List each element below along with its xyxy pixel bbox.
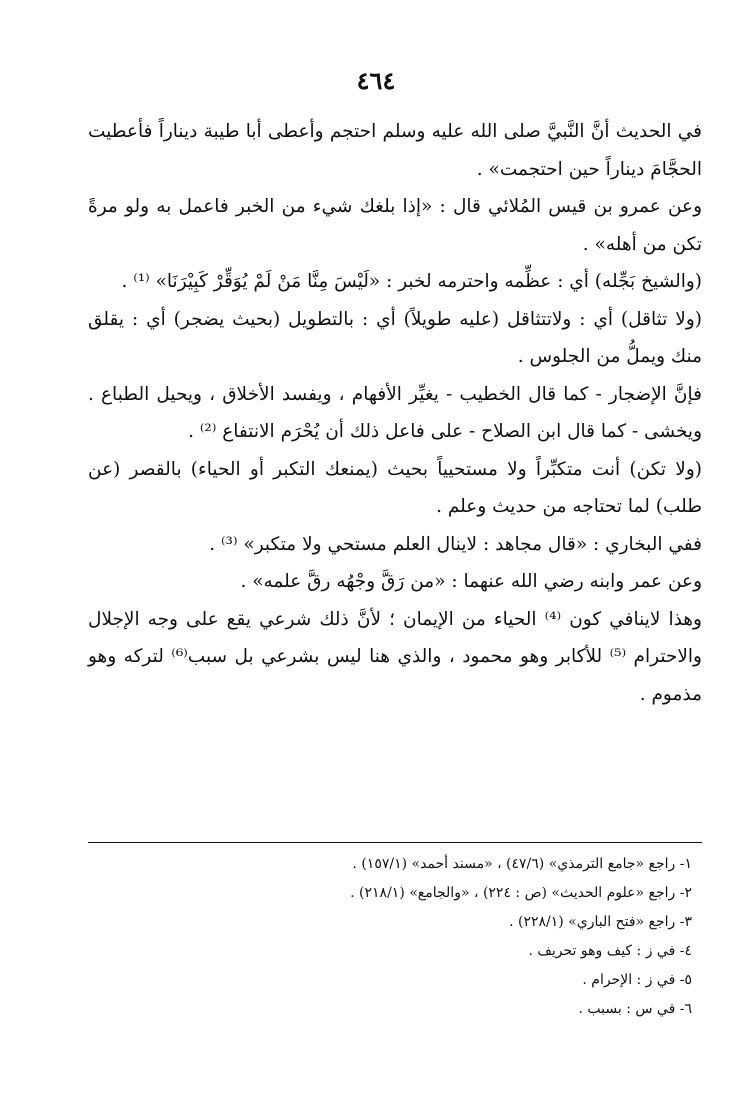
body-text [88,113,702,713]
paragraph-3: (والشيخ بَجِّله) أي : عظِّمه واحترمه لخبر : «لَيْسَ مِنَّا مَنْ لَمْ يُوَقِّرْ كَبِيْرَنَا» ⁽¹⁾ . [121,271,702,292]
paragraph-5: فإنَّ الإضجار - كما قال الخطيب - يغيِّر الأفهام ، ويفسد الأخلاق ، ويحيل الطباع . ويخشى - كما قال ابن الصلاح - على فاعل ذلك أن يُحْرَم الانتفاع ⁽²⁾ . [88,383,702,442]
footnote-2: ٢- راجع «علوم الحديث» (ص : ٢٢٤) ، «والجامع» (٢١٨/١) . [350,885,692,901]
footnote-6: ٦- في س : بسبب . [578,1001,692,1017]
footnote-4: ٤- في ز : كيف وهو تحريف . [528,943,692,959]
paragraph-2: وعن عمرو بن قيس المُلائي قال : «إذا بلغك شيء من الخبر فاعمل به ولو مرةً تكن من أهله» . [88,196,702,255]
footnote-1: ١- راجع «جامع الترمذي» (٤٧/٦) ، «مسند أحمد» (١٥٧/١) . [352,856,692,872]
paragraph-7: ففي البخاري : «قال مجاهد : لاينال العلم مستحي ولا متكبر» ⁽³⁾ . [209,533,702,555]
footnote-3: ٣- راجع «فتح الباري» (٢٢٨/١) . [509,914,692,930]
page-number: ٤٦٤ [356,66,396,95]
footnote-divider [88,842,702,843]
paragraph-4: (ولا تثاقل) أي : ولاتتثاقل (عليه طويلاً) أي : بالتطويل (بحيث يضجر) أي : يقلق منك ويملُّ من الجلوس . [88,308,702,367]
paragraph-1: في الحديث أنَّ النَّبيَّ صلى الله عليه وسلم احتجم وأعطى أبا طيبة ديناراً فأعطيت الحجَّامَ ديناراً حين احتجمت» . [88,121,702,180]
paragraph-6: (ولا تكن) أنت متكبِّراً ولا مستحيياً بحيث (يمنعك التكبر أو الحياء) بالقصر (عن طلب) لما تحتاجه من حديث وعلم . [88,458,702,517]
footnotes [88,850,702,1024]
paragraph-9: وهذا لاينافي كون ⁽⁴⁾ الحياء من الإيمان ؛ لأنَّ ذلك شرعي يقع على وجه الإجلال والاحترام ⁽⁵⁾ للأكابر وهو محمود ، والذي هنا ليس بشرعي بل سبب⁽⁶⁾ لتركه وهو مذموم . [88,608,702,705]
paragraph-8: وعن عمر وابنه رضي الله عنهما : «من رَقَّ وجْهُه رقَّ علمه» . [240,571,702,592]
footnote-5: ٥- في ز : الإحرام . [582,972,692,988]
